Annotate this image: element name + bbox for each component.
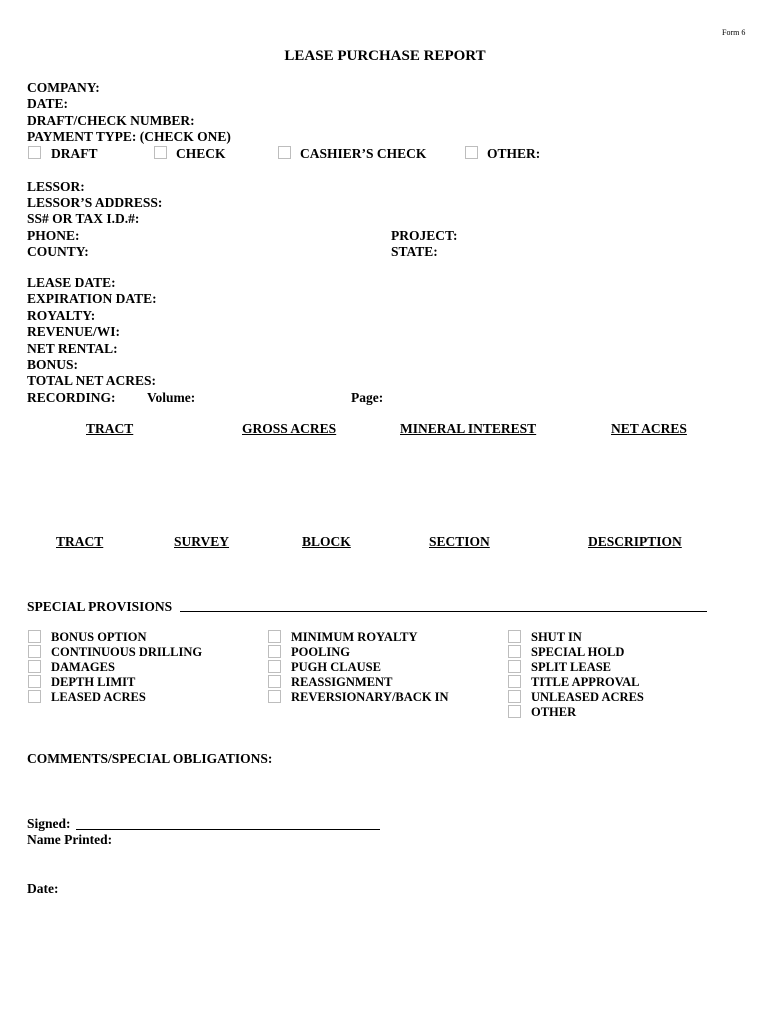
date-label: DATE:: [27, 96, 69, 111]
reversionary-back-in-label: REVERSIONARY/BACK IN: [291, 690, 449, 704]
pugh-clause-label: PUGH CLAUSE: [291, 660, 381, 674]
shut-in-label: SHUT IN: [531, 630, 582, 644]
net-rental-label: NET RENTAL:: [27, 341, 118, 356]
shut-in-checkbox[interactable]: [508, 630, 521, 643]
comments-label: COMMENTS/SPECIAL OBLIGATIONS:: [27, 751, 273, 766]
unleased-acres-checkbox[interactable]: [508, 690, 521, 703]
cashiers-check-option-label: CASHIER’S CHECK: [300, 146, 427, 161]
bonus-option-checkbox[interactable]: [28, 630, 41, 643]
survey-header-section: SECTION: [429, 534, 490, 549]
signature-line[interactable]: [76, 829, 380, 830]
other-provision-checkbox[interactable]: [508, 705, 521, 718]
acreage-header-tract: TRACT: [86, 421, 134, 436]
special-hold-label: SPECIAL HOLD: [531, 645, 625, 659]
cashiers-check-checkbox[interactable]: [278, 146, 291, 159]
survey-header-block: BLOCK: [302, 534, 351, 549]
page-title: LEASE PURCHASE REPORT: [284, 48, 486, 64]
split-lease-checkbox[interactable]: [508, 660, 521, 673]
depth-limit-checkbox[interactable]: [28, 675, 41, 688]
minimum-royalty-checkbox[interactable]: [268, 630, 281, 643]
continuous-drilling-label: CONTINUOUS DRILLING: [51, 645, 203, 659]
survey-header-survey: SURVEY: [174, 534, 230, 549]
minimum-royalty-label: MINIMUM ROYALTY: [291, 630, 418, 644]
royalty-label: ROYALTY:: [27, 308, 96, 323]
acreage-header-gross-acres: GROSS ACRES: [242, 421, 337, 436]
special-provisions-label: SPECIAL PROVISIONS: [27, 599, 173, 614]
company-label: COMPANY:: [27, 80, 100, 95]
draft-checkbox[interactable]: [28, 146, 41, 159]
draft-option-label: DRAFT: [51, 146, 98, 161]
survey-header-description: DESCRIPTION: [588, 534, 682, 549]
acreage-header-mineral-interest: MINERAL INTEREST: [400, 421, 537, 436]
title-approval-label: TITLE APPROVAL: [531, 675, 640, 689]
bonus-label: BONUS:: [27, 357, 79, 372]
title-approval-checkbox[interactable]: [508, 675, 521, 688]
acreage-header-net-acres: NET ACRES: [611, 421, 687, 436]
lease-date-label: LEASE DATE:: [27, 275, 116, 290]
damages-label: DAMAGES: [51, 660, 115, 674]
unleased-acres-label: UNLEASED ACRES: [531, 690, 644, 704]
split-lease-label: SPLIT LEASE: [531, 660, 612, 674]
leased-acres-checkbox[interactable]: [28, 690, 41, 703]
other-payment-option-label: OTHER:: [487, 146, 541, 161]
pooling-label: POOLING: [291, 645, 351, 659]
county-label: COUNTY:: [27, 244, 89, 259]
reversionary-back-in-checkbox[interactable]: [268, 690, 281, 703]
phone-label: PHONE:: [27, 228, 80, 243]
name-printed-label: Name Printed:: [27, 832, 113, 847]
page-label: Page:: [351, 390, 384, 405]
special-provisions-line: [180, 611, 707, 612]
special-hold-checkbox[interactable]: [508, 645, 521, 658]
pugh-clause-checkbox[interactable]: [268, 660, 281, 673]
survey-header-tract: TRACT: [56, 534, 104, 549]
project-label: PROJECT:: [391, 228, 458, 243]
expiration-date-label: EXPIRATION DATE:: [27, 291, 157, 306]
damages-checkbox[interactable]: [28, 660, 41, 673]
continuous-drilling-checkbox[interactable]: [28, 645, 41, 658]
signature-date-label: Date:: [27, 881, 59, 896]
lessor-address-label: LESSOR’S ADDRESS:: [27, 195, 163, 210]
other-provision-label: OTHER: [531, 705, 577, 719]
check-option-label: CHECK: [176, 146, 226, 161]
bonus-option-label: BONUS OPTION: [51, 630, 147, 644]
signed-label: Signed:: [27, 816, 71, 831]
other-payment-checkbox[interactable]: [465, 146, 478, 159]
revenue-wi-label: REVENUE/WI:: [27, 324, 121, 339]
reassignment-checkbox[interactable]: [268, 675, 281, 688]
tax-id-label: SS# OR TAX I.D.#:: [27, 211, 140, 226]
depth-limit-label: DEPTH LIMIT: [51, 675, 136, 689]
reassignment-label: REASSIGNMENT: [291, 675, 393, 689]
check-checkbox[interactable]: [154, 146, 167, 159]
pooling-checkbox[interactable]: [268, 645, 281, 658]
leased-acres-label: LEASED ACRES: [51, 690, 146, 704]
payment-type-label: PAYMENT TYPE: (CHECK ONE): [27, 129, 231, 144]
lessor-label: LESSOR:: [27, 179, 85, 194]
total-net-acres-label: TOTAL NET ACRES:: [27, 373, 157, 388]
draft-check-number-label: DRAFT/CHECK NUMBER:: [27, 113, 195, 128]
recording-label: RECORDING:: [27, 390, 116, 405]
state-label: STATE:: [391, 244, 438, 259]
volume-label: Volume:: [147, 390, 196, 405]
form-number: Form 6: [722, 28, 746, 37]
